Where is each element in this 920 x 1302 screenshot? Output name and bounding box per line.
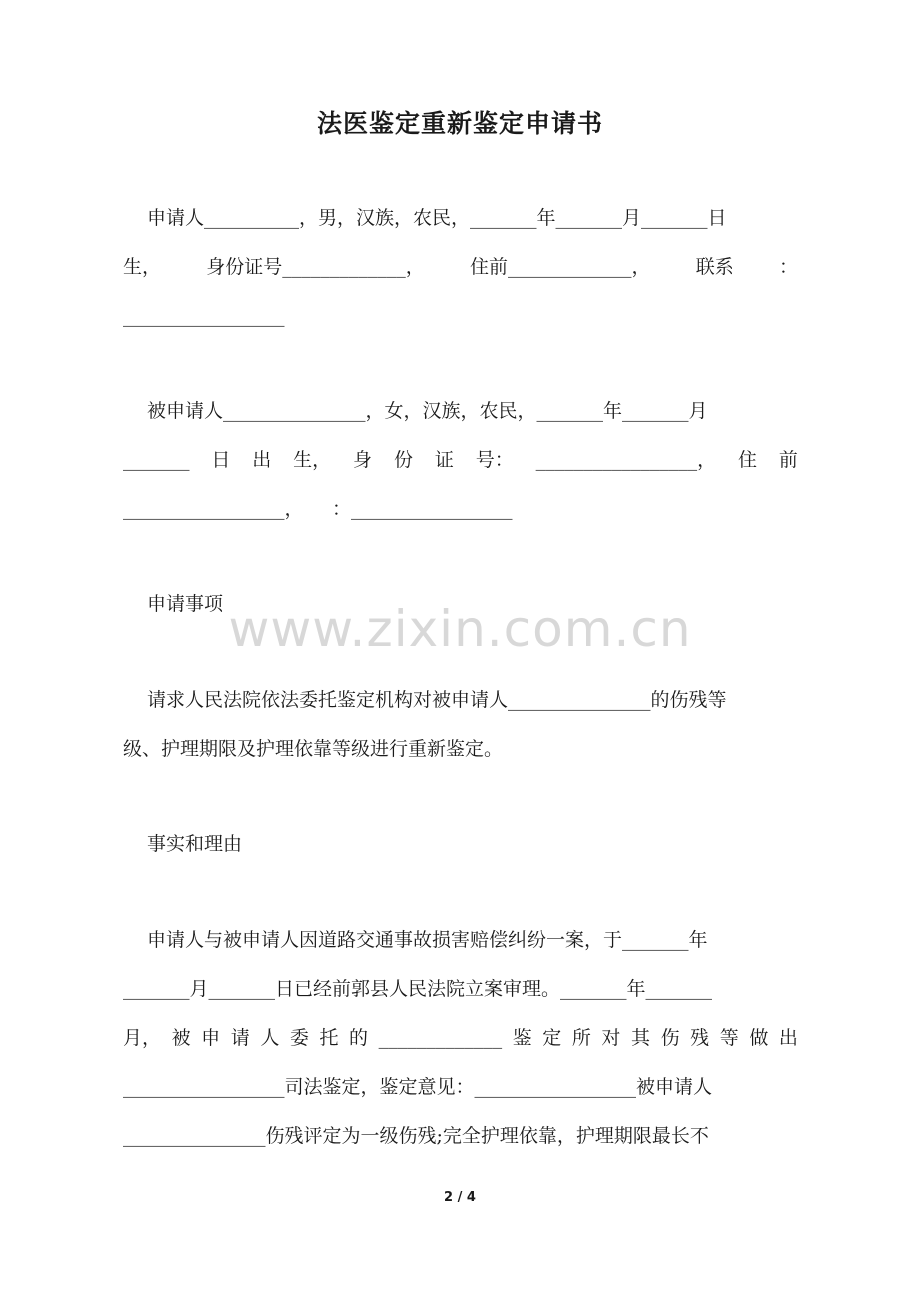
respondent-line-2 [123,445,798,475]
respondent-line-1: 被申请人_______________，女，汉族，农民，_______年_______月 [147,400,708,422]
respondent-id-blank: _________________， [535,449,717,471]
facts-word: 鉴 [512,1027,532,1049]
facts-line-5: _______________伤残评定为一级伤残;完全护理依靠，护理期限最长不 [123,1125,709,1147]
facts-institution-blank: _____________ [378,1027,503,1049]
facts-word: 对 [601,1027,621,1049]
watermark: www.zixin.com.cn [228,600,692,658]
facts-word: 定 [542,1027,562,1049]
applicant-contact-colon: ： [778,256,798,278]
facts-word: 被 [171,1027,191,1049]
respondent-line-3: _________________， ：_________________ [123,498,513,520]
applicant-contact-label: 联系 [695,256,734,278]
facts-word: 托 [319,1027,339,1049]
applicant-id-number: 身份证号_____________， [206,256,425,278]
facts-line-4: _________________司法鉴定，鉴定意见：_________________被申请人 [123,1076,713,1098]
applicant-address: 住前_____________， [469,256,651,278]
respondent-year-blank: _______ [123,449,190,471]
facts-word: 请 [230,1027,250,1049]
facts-word: 月， [123,1027,162,1049]
respondent-char: 份 [393,449,413,471]
facts-word: 出 [778,1027,798,1049]
facts-line-2: _______月_______日已经前郭县人民法院立案审理。_______年_______ [123,978,713,1000]
respondent-char: 号： [475,449,514,471]
facts-word: 伤 [660,1027,680,1049]
applicant-text-1: 申请人__________，男，汉族，农民，_______年_______月_______日 [147,207,727,229]
facts-word: 人 [260,1027,280,1049]
request-heading: 申请事项 [147,593,224,615]
respondent-char: 证 [434,449,454,471]
facts-word: 的 [349,1027,369,1049]
respondent-char: 前 [778,449,798,471]
page-number: 2 / 4 [444,1190,476,1205]
facts-word: 所 [571,1027,591,1049]
request-line-2: 级、护理期限及护理依靠等级进行重新鉴定。 [123,738,504,760]
facts-word: 其 [631,1027,651,1049]
facts-word: 做 [749,1027,769,1049]
facts-heading: 事实和理由 [147,833,243,855]
applicant-line-3: _________________ [123,305,285,327]
request-line-1: 请求人民法院依法委托鉴定机构对被申请人_______________的伤残等 [147,689,727,711]
facts-word: 委 [289,1027,309,1049]
document-title: 法医鉴定重新鉴定申请书 [316,109,603,138]
respondent-char: 身 [353,449,373,471]
respondent-char: 日 [211,449,231,471]
respondent-char: 住 [738,449,758,471]
facts-word: 残 [690,1027,710,1049]
facts-line-3 [123,1023,798,1053]
respondent-char: 生， [293,449,332,471]
applicant-line-2 [123,252,798,282]
applicant-line-1 [147,203,798,233]
facts-word: 申 [201,1027,221,1049]
applicant-birth-suffix: 生， [123,256,162,278]
facts-word: 等 [719,1027,739,1049]
respondent-char: 出 [252,449,272,471]
facts-line-1: 申请人与被申请人因道路交通事故损害赔偿纠纷一案，于_______年 [147,929,708,951]
